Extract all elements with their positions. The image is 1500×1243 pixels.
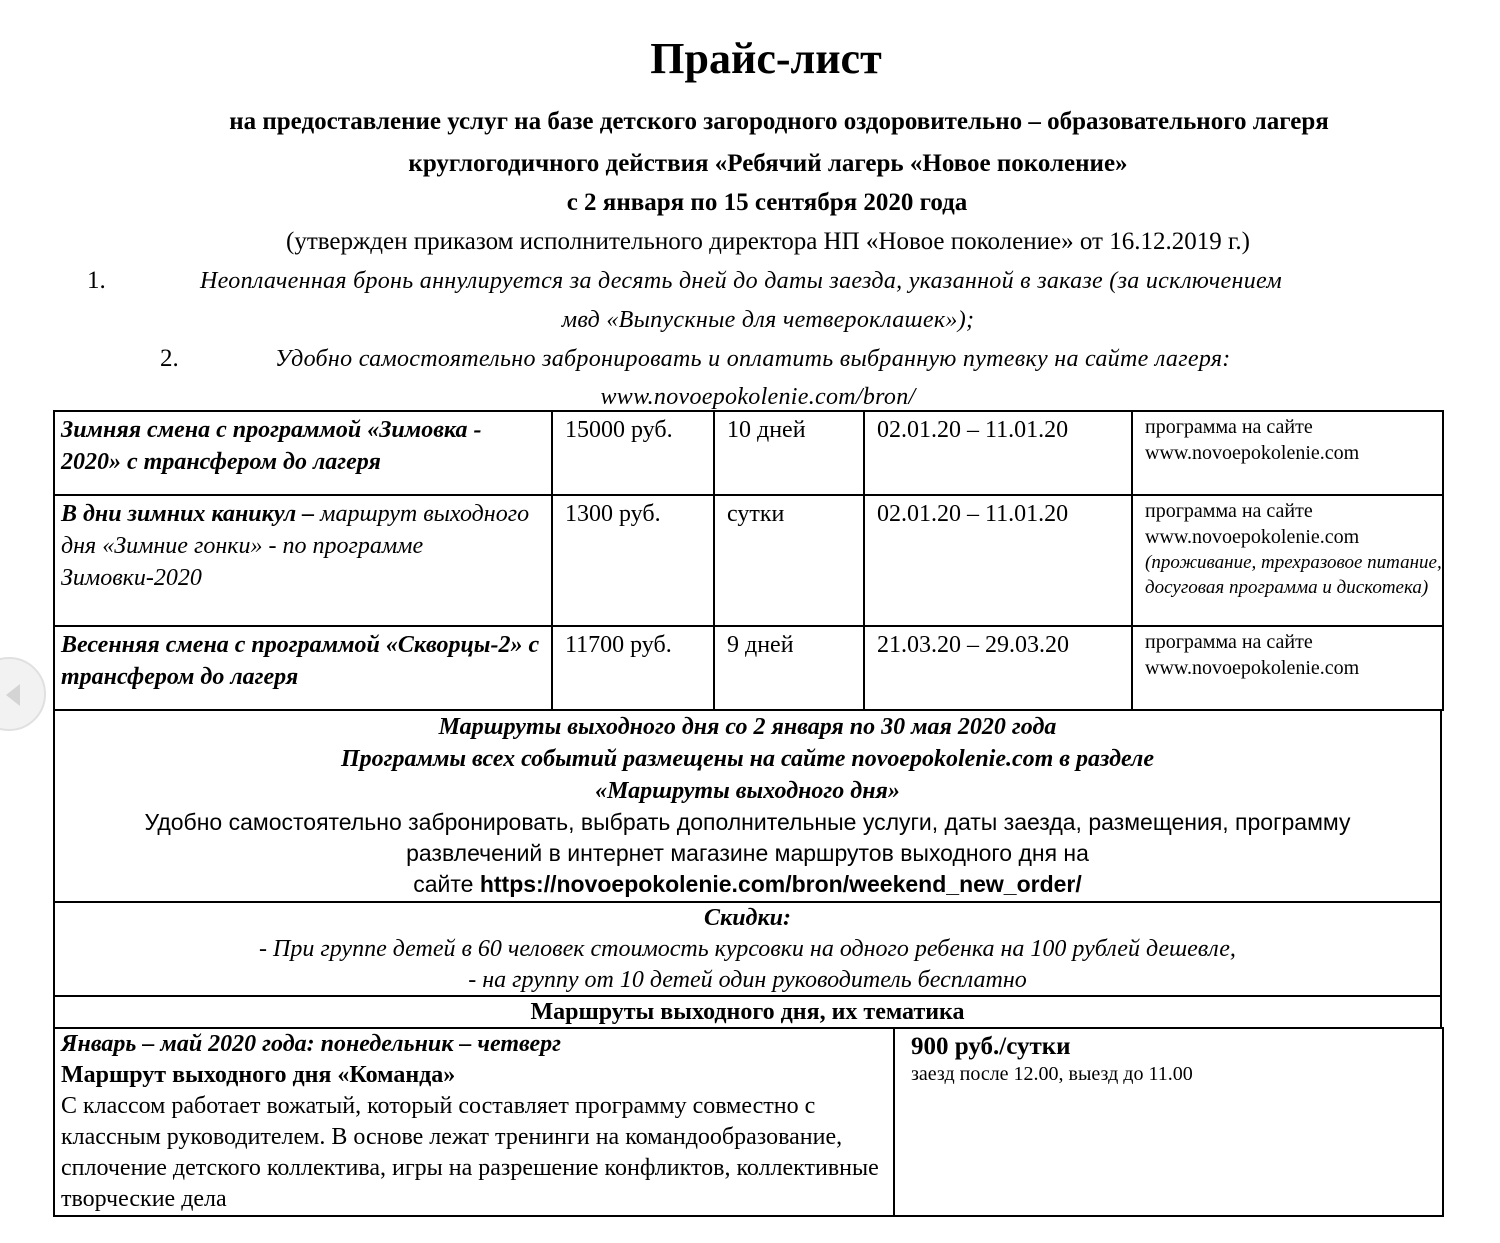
note-1-text: Неоплаченная бронь аннулируется за десять дней до даты заезда, указанной в заказе (за исключением <box>200 268 1282 294</box>
team-route-name: Маршрут выходного дня «Команда» <box>61 1062 456 1088</box>
table-row <box>54 1027 1443 1216</box>
team-route-price: 900 руб./сутки <box>911 1033 1071 1060</box>
note-1-number: 1. <box>87 267 106 294</box>
subtitle-line-2: круглогодичного действия «Ребячий лагерь «Новое поколение» <box>408 150 1128 177</box>
shift-info: программа на сайте www.novoepokolenie.com (проживание, трехразовое питание, досуговая программа и дискотека) <box>1132 495 1443 626</box>
booking-text: Удобно самостоятельно забронировать, выбрать дополнительные услуги, даты заезда, размещения, программу <box>144 809 1351 835</box>
shift-dates: 21.03.20 – 29.03.20 <box>864 626 1132 710</box>
shift-name: Зимняя смена с программой «Зимовка - 2020» с трансфером до лагеря <box>54 411 552 495</box>
shift-name: В дни зимних каникул – маршрут выходного дня «Зимние гонки» - по программе Зимовки-2020 <box>54 495 552 626</box>
weekend-routes-section <box>53 709 1442 903</box>
approval-note: (утвержден приказом исполнительного директора НП «Новое поколение» от 16.12.2019 г.) <box>286 228 1250 255</box>
team-route-table <box>53 1027 1444 1217</box>
table-row <box>54 411 1443 495</box>
team-route-period: Январь – май 2020 года: понедельник – четверг <box>61 1031 561 1057</box>
shift-duration: сутки <box>714 495 864 626</box>
discounts-title: Скидки: <box>704 905 791 931</box>
subtitle-period: с 2 января по 15 сентября 2020 года <box>566 189 968 216</box>
team-route-description-cell <box>54 1027 894 1216</box>
booking-text-2: развлечений в интернет магазине маршрутов выходного дня на <box>406 840 1089 866</box>
table-row <box>54 495 1443 626</box>
page-title: Прайс-лист <box>650 34 882 83</box>
shift-price: 15000 руб. <box>552 411 714 495</box>
shift-duration: 9 дней <box>714 626 864 710</box>
weekend-routes-programs: Программы всех событий размещены на сайте novoepokolenie.com в разделе <box>340 746 1155 772</box>
previous-page-arrow-icon[interactable] <box>0 657 46 731</box>
shift-info: программа на сайте www.novoepokolenie.com <box>1132 626 1443 710</box>
discount-item: - При группе детей в 60 человек стоимость курсовки на одного ребенка на 100 рублей дешевле, <box>259 936 1236 962</box>
note-2-number: 2. <box>160 345 179 372</box>
subtitle-line-1: на предоставление услуг на базе детского загородного оздоровительно – образовательного лагеря <box>229 108 1329 135</box>
shifts-table <box>53 410 1444 711</box>
note-2-text: Удобно самостоятельно забронировать и оплатить выбранную путевку на сайте лагеря: <box>275 346 1231 372</box>
discount-item: - на группу от 10 детей один руководитель бесплатно <box>468 967 1027 993</box>
note-1-continuation: мвд «Выпускные для четвероклашек»); <box>561 307 975 333</box>
shift-name: Весенняя смена с программой «Скворцы-2» с трансфером до лагеря <box>54 626 552 710</box>
shift-duration: 10 дней <box>714 411 864 495</box>
shift-price: 1300 руб. <box>552 495 714 626</box>
shift-dates: 02.01.20 – 11.01.20 <box>864 495 1132 626</box>
shift-dates: 02.01.20 – 11.01.20 <box>864 411 1132 495</box>
booking-site-line: сайте https://novoepokolenie.com/bron/weekend_new_order/ <box>413 871 1082 897</box>
weekend-routes-section-name: «Маршруты выходного дня» <box>595 778 900 804</box>
shift-price: 11700 руб. <box>552 626 714 710</box>
team-route-description: С классом работает вожатый, который составляет программу совместно с классным руководителем. В основе лежат тренинги на командообразование, сплочение детского коллектива, игры на разрешение конфликтов, коллективные творческие дела <box>61 1093 879 1212</box>
team-route-price-cell <box>894 1027 1443 1216</box>
weekend-booking-link[interactable]: https://novoepokolenie.com/bron/weekend_new_order/ <box>479 871 1082 897</box>
team-route-times: заезд после 12.00, выезд до 11.00 <box>911 1063 1193 1085</box>
themes-header: Маршруты выходного дня, их тематика <box>53 995 1442 1029</box>
shift-info: программа на сайте www.novoepokolenie.com <box>1132 411 1443 495</box>
table-row <box>54 626 1443 710</box>
discounts-section <box>53 901 1442 997</box>
booking-link[interactable]: www.novoepokolenie.com/bron/ <box>600 384 916 410</box>
weekend-routes-title: Маршруты выходного дня со 2 января по 30 мая 2020 года <box>438 714 1057 740</box>
